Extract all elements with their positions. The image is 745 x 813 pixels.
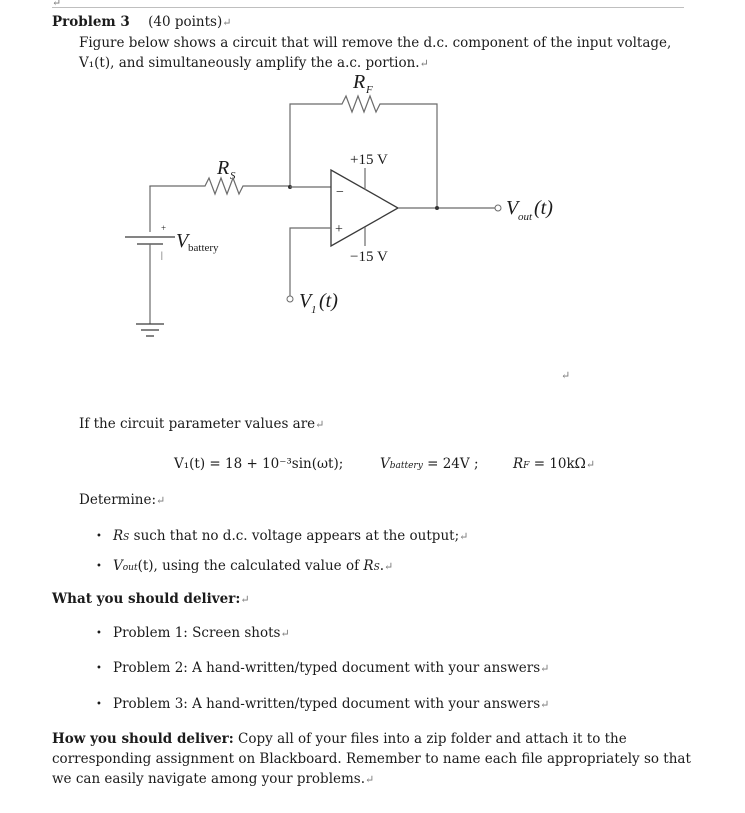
rf-sub: F xyxy=(366,84,373,96)
return-mark: ↵ xyxy=(365,773,375,786)
bullet: • xyxy=(96,699,102,710)
determine-line xyxy=(79,492,165,508)
how-line-1 xyxy=(52,731,627,747)
output-node xyxy=(435,206,439,210)
return-mark: ↵ xyxy=(561,369,571,382)
deliver-heading: What you should deliver: xyxy=(52,591,241,607)
task-1-sub: S xyxy=(123,533,130,543)
param-vbattery-val: = 24V ; xyxy=(422,456,479,472)
bullet: • xyxy=(96,531,102,542)
param-v1: V₁(t) = 18 + 10⁻³sin(ωt); xyxy=(174,456,344,472)
vout-label: V xyxy=(506,197,519,219)
deliverable-1-text: Problem 1: Screen shots xyxy=(113,625,281,641)
bullet: • xyxy=(96,561,102,572)
task-2-tail: . xyxy=(379,558,385,574)
how-text-3: we can easily navigate among your problems. xyxy=(52,771,366,787)
param-rf xyxy=(513,456,595,472)
v1-t: (t) xyxy=(319,290,338,312)
param-vbattery-sub: battery xyxy=(389,461,423,471)
return-mark: ↵ xyxy=(280,627,290,640)
output-terminal xyxy=(495,205,501,211)
op-amp-minus: − xyxy=(336,185,344,200)
battery-sub: battery xyxy=(188,242,219,254)
how-text-1: Copy all of your files into a zip folder and attach it to the xyxy=(233,731,627,747)
deliverable-2 xyxy=(113,660,549,676)
deliver-heading-line xyxy=(52,591,250,607)
v1-terminal xyxy=(287,296,293,302)
how-heading: How you should deliver: xyxy=(52,731,234,747)
problem-label: Problem 3 xyxy=(52,14,130,30)
vout-t: (t) xyxy=(534,197,553,219)
bullet: • xyxy=(96,628,102,639)
neg-supply-label: −15 V xyxy=(350,249,388,265)
problem-points: (40 points) xyxy=(148,14,223,30)
battery-minus: | xyxy=(161,250,163,260)
bullet: • xyxy=(96,663,102,674)
param-vbattery xyxy=(380,456,479,472)
task-1 xyxy=(113,528,468,544)
return-mark: ↵ xyxy=(540,698,550,711)
vout-sub: out xyxy=(518,211,533,223)
deliverable-3-text: Problem 3: A hand-written/typed document with your answers xyxy=(113,696,541,712)
param-vbattery-sym: V xyxy=(380,456,390,472)
rs-label: R xyxy=(217,157,230,179)
task-2-sub: out xyxy=(122,563,138,573)
deliverable-3 xyxy=(113,696,549,712)
task-2-tail-sym: R xyxy=(363,558,374,574)
v1-sub: 1 xyxy=(311,304,317,316)
how-text-2: corresponding assignment on Blackboard. Remember to name each file appropriately so that xyxy=(52,751,691,767)
task-1-sym: R xyxy=(113,528,124,544)
battery-label: V xyxy=(176,230,189,252)
determine-label: Determine: xyxy=(79,492,157,508)
deliverable-2-text: Problem 2: A hand-written/typed document with your answers xyxy=(113,660,541,676)
rf-label: R xyxy=(353,71,366,93)
return-mark: ↵ xyxy=(240,593,250,606)
intro-line-1: Figure below shows a circuit that will remove the d.c. component of the input voltage, xyxy=(79,35,672,51)
param-rf-sub: F xyxy=(523,461,530,471)
rs-sub: S xyxy=(230,170,236,182)
task-2 xyxy=(113,558,393,574)
task-2-tail-sub: S xyxy=(373,563,380,573)
return-mark: ↵ xyxy=(459,530,469,543)
v1-label: V xyxy=(299,290,312,312)
ground-symbol xyxy=(136,324,164,336)
how-line-3 xyxy=(52,771,374,787)
task-2-sym: V xyxy=(113,558,123,574)
params-intro: If the circuit parameter values are xyxy=(79,416,316,432)
task-1-text: such that no d.c. voltage appears at the output; xyxy=(129,528,460,544)
return-mark: ↵ xyxy=(419,57,429,70)
op-amp-plus: + xyxy=(335,222,343,237)
return-mark: ↵ xyxy=(384,560,394,573)
return-mark: ↵ xyxy=(315,418,325,431)
task-2-text: (t), using the calculated value of xyxy=(137,558,364,574)
pos-supply-label: +15 V xyxy=(350,152,388,168)
return-mark: ↵ xyxy=(585,458,596,471)
param-rf-sym: R xyxy=(513,456,524,472)
top-return-mark: ↵ xyxy=(52,0,62,9)
battery-plus: + xyxy=(161,223,167,233)
deliverable-1 xyxy=(113,625,290,641)
return-mark: ↵ xyxy=(540,662,550,675)
circuit-diagram xyxy=(0,0,745,400)
return-mark: ↵ xyxy=(156,494,166,507)
rs-resistor-wire xyxy=(150,178,290,194)
param-rf-val: = 10kΩ xyxy=(529,456,586,472)
intro-line-2: V₁(t), and simultaneously amplify the a.c. portion. xyxy=(79,55,420,71)
noninverting-input-wire xyxy=(290,228,331,296)
params-intro-line xyxy=(79,416,324,432)
return-mark: ↵ xyxy=(222,16,232,29)
